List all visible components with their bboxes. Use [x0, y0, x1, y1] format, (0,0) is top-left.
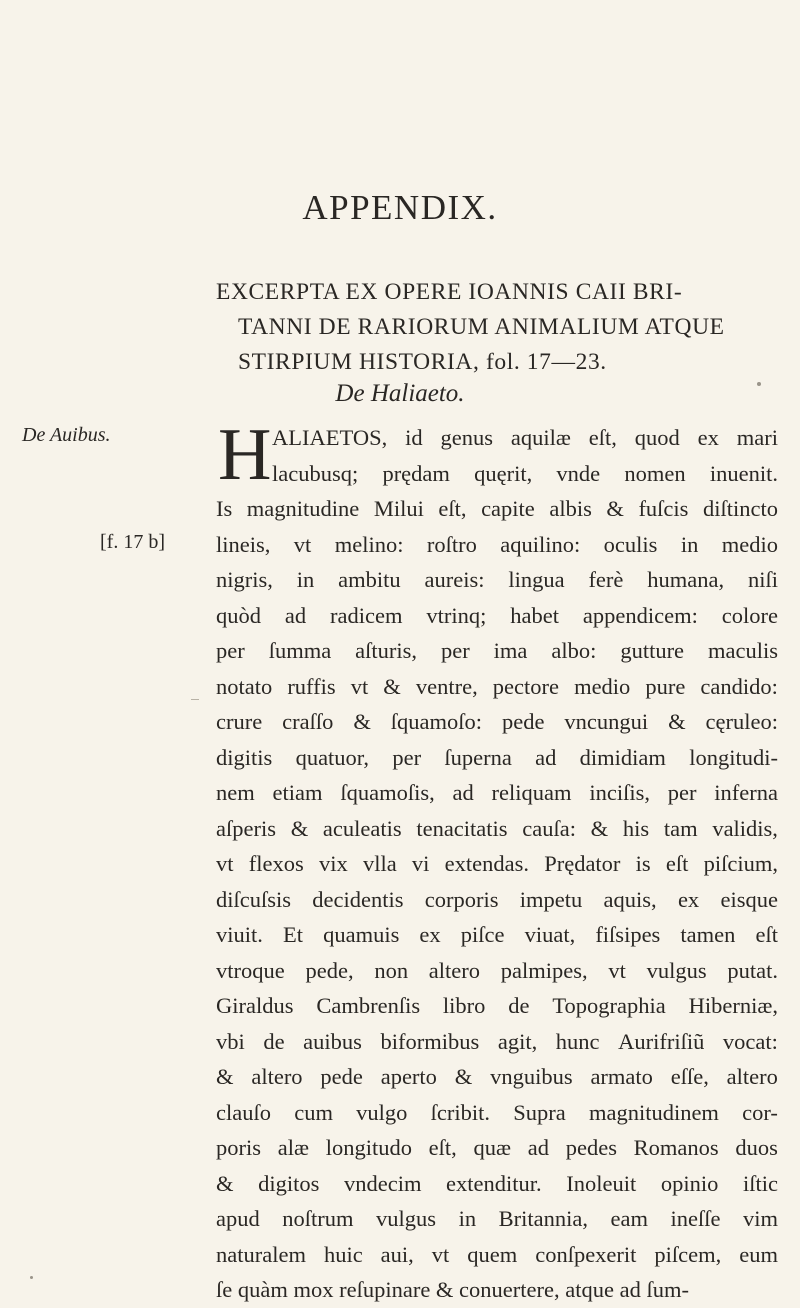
body-line: per ſumma aſturis, per ima albo: gutture maculis [216, 638, 778, 663]
page-speck [757, 382, 761, 386]
body-line: vtroque pede, non altero palmipes, vt vulgus putat. [216, 957, 778, 983]
body-line: crure craſſo & ſquamoſo: pede vncungui & cęruleo: [216, 709, 778, 734]
body-line: notato ruffis vt & ventre, pectore medio pure candido: [216, 673, 778, 699]
body-line: diſcuſsis decidentis corporis impetu aquis, ex eisque [216, 886, 778, 912]
page-speck-bottom [30, 1276, 33, 1279]
body-line: & digitos vndecim extenditur. Inoleuit opinio iſtic [216, 1170, 778, 1196]
margin-mark [191, 699, 199, 700]
excerpt-heading [216, 275, 776, 380]
section-subtitle: De Haliaeto. [335, 380, 465, 407]
opening-paragraph-start [216, 414, 778, 496]
running-head: APPENDIX. [302, 188, 498, 227]
body-line: poris alæ longitudo eſt, quæ ad pedes Romanos duos [216, 1135, 778, 1160]
drop-cap: H [218, 414, 272, 496]
body-line: nem etiam ſquamoſis, ad reliquam inciſis, per inferna [216, 780, 778, 805]
body-line: nigris, in ambitu aureis: lingua ferè humana, niſi [216, 567, 778, 592]
body-line: clauſo cum vulgo ſcribit. Supra magnitudinem cor- [216, 1099, 778, 1125]
margin-note-folio: [f. 17 b] [100, 531, 165, 553]
body-text [216, 414, 778, 1308]
body-line: ſe quàm mox reſupinare & conuertere, atque ad ſum- [216, 1277, 689, 1302]
body-line: & altero pede aperto & vnguibus armato eſſe, altero [216, 1064, 778, 1089]
body-line: aſperis & aculeatis tenacitatis cauſa: & his tam validis, [216, 815, 778, 841]
body-line: viuit. Et quamuis ex piſce viuat, fiſsipes tamen eſt [216, 922, 778, 947]
body-line: Giraldus Cambrenſis libro de Topographia Hiberniæ, [216, 993, 778, 1018]
body-line: apud noſtrum vulgus in Britannia, eam ineſſe vim [216, 1206, 778, 1231]
margin-note-de-auibus: De Auibus. [22, 424, 111, 446]
body-lines [216, 491, 778, 1308]
body-line: quòd ad radicem vtrinq; habet appendicem: colore [216, 602, 778, 628]
body-line: ALIAETOS, id genus aquilæ eſt, quod ex mari [272, 425, 778, 450]
body-line: lacubusq; prędam quęrit, vnde nomen inuenit. [272, 460, 778, 486]
body-line: vt flexos vix vlla vi extendas. Prędator is eſt piſcium, [216, 851, 778, 876]
heading-line-2: TANNI DE RARIORUM ANIMALIUM ATQUE [238, 314, 725, 340]
body-line: Is magnitudine Milui eſt, capite albis & fuſcis diſtincto [216, 496, 778, 521]
body-line: naturalem huic aui, vt quem conſpexerit piſcem, eum [216, 1241, 778, 1267]
heading-line-3: STIRPIUM HISTORIA, fol. 17—23. [238, 349, 607, 375]
body-line: digitis quatuor, per ſuperna ad dimidiam longitudi- [216, 744, 778, 770]
body-line: vbi de auibus biformibus agit, hunc Aurifriſiũ vocat: [216, 1028, 778, 1054]
heading-line-1: EXCERPTA EX OPERE IOANNIS CAII BRI- [216, 279, 683, 305]
body-line: lineis, vt melino: roſtro aquilino: oculis in medio [216, 531, 778, 557]
